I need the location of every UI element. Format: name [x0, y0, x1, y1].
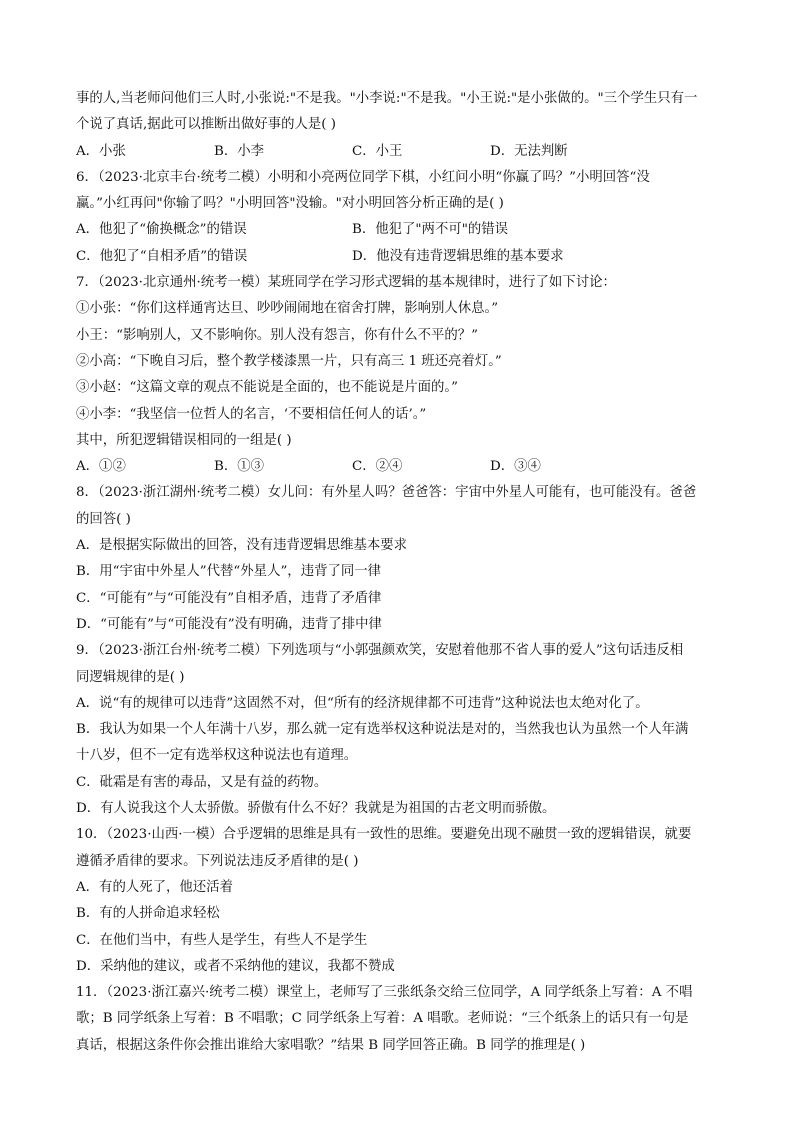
option-a: A．小张: [76, 143, 126, 159]
option-a: A．他犯了“偷换概念”的错误: [76, 222, 247, 238]
option-b: B．他犯了"两不可"的错误: [352, 222, 509, 238]
question-line: ②小高：“下晚自习后，整个教学楼漆黑一片，只有高三 1 班还亮着灯。”: [76, 353, 502, 369]
question-9: [76, 638, 736, 822]
option-b: B．我认为如果一个人年满十八岁，那么就一定有选举权这种说法是对的，当然我也认为虽然一个人年满: [76, 722, 689, 738]
option-b: B．有的人拼命追求轻松: [76, 906, 220, 922]
intro-question: [76, 86, 736, 165]
option-c: C．在他们当中，有些人是学生，有些人不是学生: [76, 932, 368, 948]
option-d: D．无法判断: [490, 143, 568, 159]
option-c: C．他犯了“自相矛盾”的错误: [76, 248, 248, 264]
question-line: 歌；B 同学纸条上写着：B 不唱歌；C 同学纸条上写着：A 唱歌。老师说：“三个纸条上的话只有一句是: [76, 1011, 689, 1027]
question-line: 的回答( ): [76, 511, 131, 527]
option-d: D．“可能有”与“可能没有”没有明确，违背了排中律: [76, 616, 382, 632]
question-line: 小王：“影响别人，又不影响你。别人没有怨言，你有什么不平的？”: [76, 327, 479, 343]
option-a: A．说“有的规律可以违背”这固然不对，但“所有的经济规律都不可违背”这种说法也太绝对化了。: [76, 695, 649, 711]
question-line: 7．（2023·北京通州·统考一模）某班同学在学习形式逻辑的基本规律时，进行了如下讨论：: [76, 275, 616, 291]
question-8: [76, 480, 736, 638]
option-b: B．用“宇宙中外星人”代替“外星人”，违背了同一律: [76, 564, 382, 580]
question-line: 事的人,当老师问他们三人时,小张说:"不是我。"小李说:"不是我。"小王说:"是小张做的。"三个学生只有一: [76, 91, 698, 106]
document-page: [76, 86, 736, 1059]
option-d: D．采纳他的建议，或者不采纳他的建议，我都不赞成: [76, 958, 395, 974]
question-line: 赢。”小红再问"你输了吗？"小明回答"没输。"对小明回答分析正确的是( ): [76, 196, 504, 212]
question-line: 个说了真话,据此可以推断出做好事的人是( ): [76, 117, 336, 133]
option-a: A．有的人死了，他还活着: [76, 879, 233, 895]
question-line: ④小李：“我坚信一位哲人的名言，‘不要相信任何人的话’。”: [76, 406, 427, 422]
question-line: 同逻辑规律的是( ): [76, 669, 185, 685]
option-c: C．小王: [352, 143, 403, 159]
question-line: 6．（2023·北京丰台·统考二模）小明和小亮两位同学下棋，小红问小明“你赢了吗？”小明回答“没: [76, 169, 650, 185]
question-7: [76, 270, 736, 480]
question-11: [76, 980, 736, 1059]
question-line: 11．（2023·浙江嘉兴·统考二模）课堂上，老师写了三张纸条交给三位同学，A 同学纸条上写着：A 不唱: [76, 985, 693, 1001]
intro-options: [76, 139, 736, 165]
option-d: D．③④: [490, 459, 541, 475]
option-d: D．有人说我这个人太骄傲。骄傲有什么不好？我就是为祖国的古老文明而骄傲。: [76, 801, 556, 817]
option-b: B．①③: [214, 459, 265, 475]
q7-options: [76, 454, 736, 480]
question-6: [76, 165, 736, 270]
question-line: ③小赵：“这篇文章的观点不能说是全面的，也不能说是片面的。”: [76, 380, 458, 396]
question-line: 10．（2023·山西·一模）合乎逻辑的思维是具有一致性的思维。要避免出现不融贯一致的逻辑错误，就要: [76, 827, 692, 843]
option-c: C．②④: [352, 459, 403, 475]
option-d: D．他没有违背逻辑思维的基本要求: [352, 248, 564, 264]
question-10: [76, 822, 736, 980]
question-line: 遵循矛盾律的要求。下列说法违反矛盾律的是( ): [76, 853, 359, 869]
option-c: C．砒霜是有害的毒品，又是有益的药物。: [76, 774, 328, 790]
question-line: 9．（2023·浙江台州·统考二模）下列选项与“小郭强颜欢笑，安慰着他那不省人事的爱人”这句话违反相: [76, 643, 684, 659]
q6-options-row2: [76, 244, 736, 270]
question-line: ①小张：“你们这样通宵达旦、吵吵闹闹地在宿舍打牌，影响别人休息。”: [76, 301, 499, 317]
option-b-continued: 十八岁，但不一定有选举权这种说法也有道理。: [76, 748, 358, 764]
q6-options-row1: [76, 217, 736, 243]
option-a: A．是根据实际做出的回答，没有违背逻辑思维基本要求: [76, 538, 408, 554]
option-c: C．“可能有”与“可能没有”自相矛盾，违背了矛盾律: [76, 590, 382, 606]
question-line: 真话，根据这条件你会推出谁给大家唱歌？”结果 B 同学回答正确。B 同学的推理是( ): [76, 1037, 586, 1053]
option-b: B．小李: [214, 143, 265, 159]
option-a: A．①②: [76, 459, 126, 475]
question-line: 8．（2023·浙江湖州·统考二模）女儿问：有外星人吗？爸爸答：宇宙中外星人可能有，也可能没有。爸爸: [76, 485, 697, 501]
question-line: 其中，所犯逻辑错误相同的一组是( ): [76, 432, 292, 448]
